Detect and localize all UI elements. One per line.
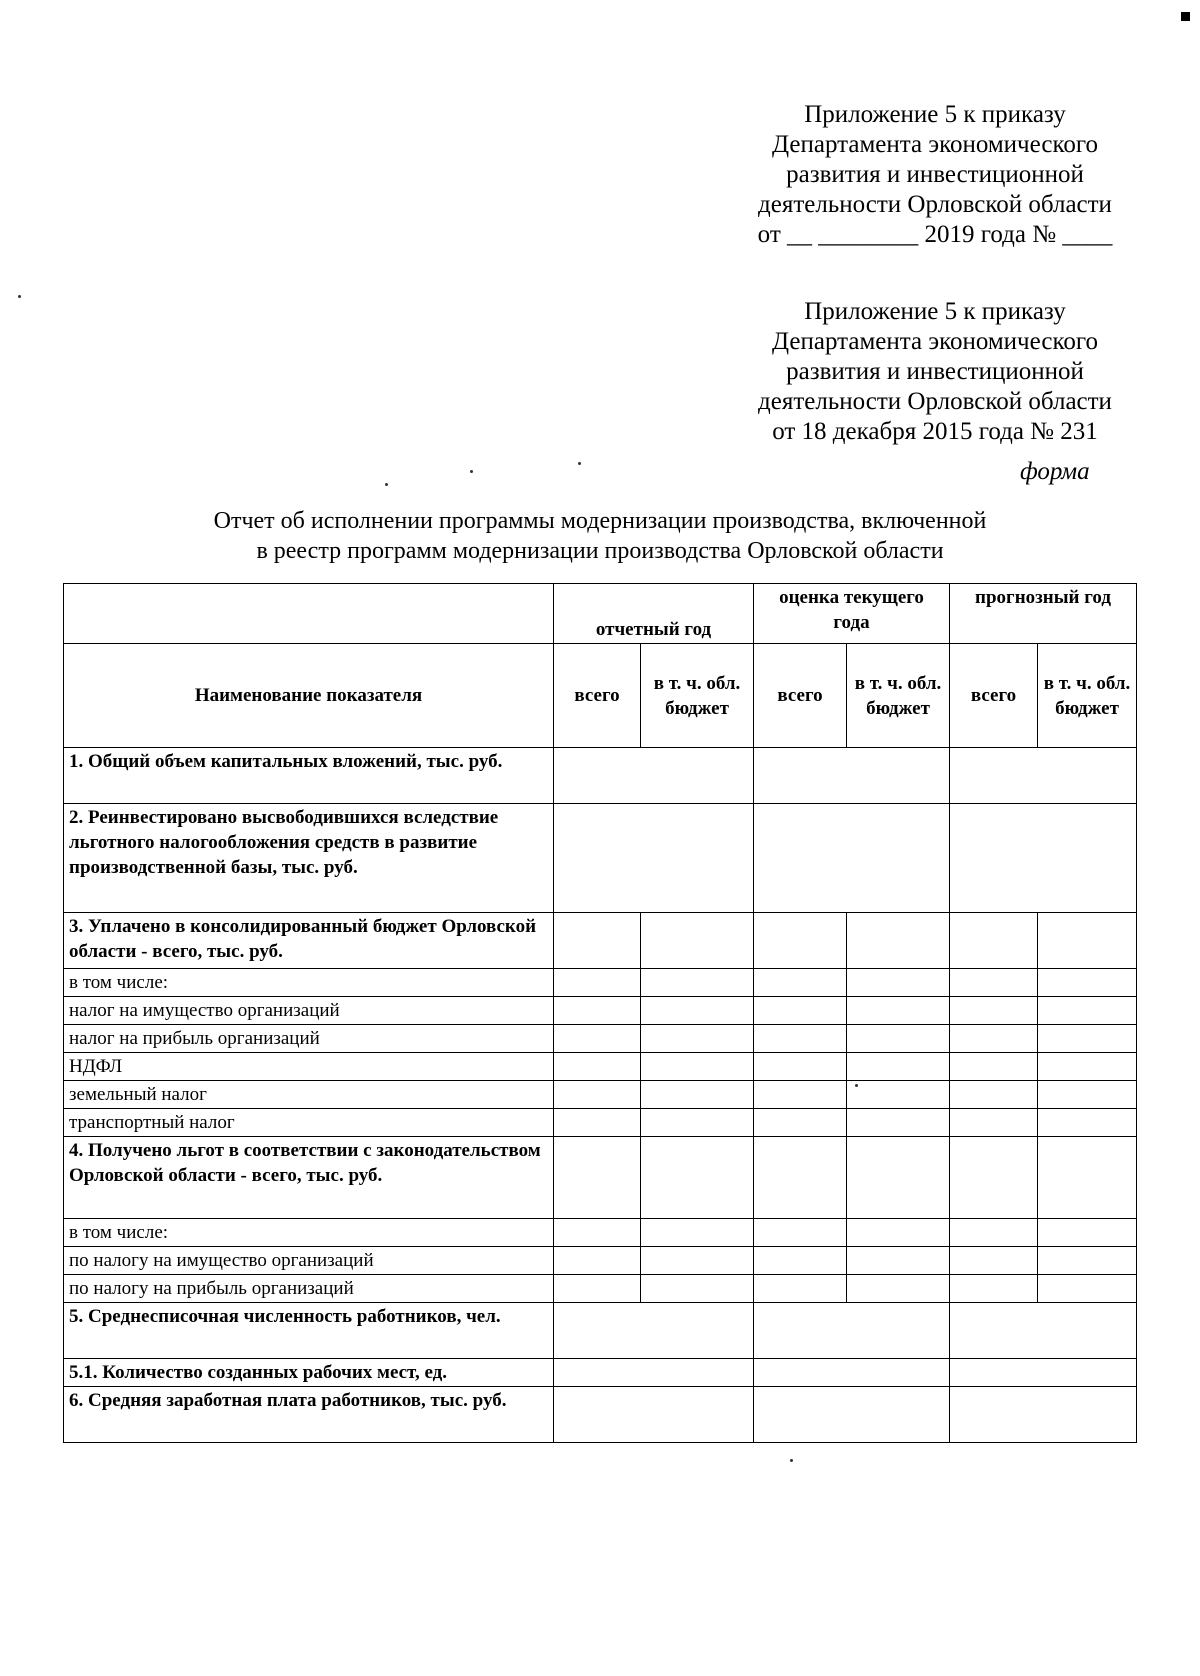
table-row [64,1053,1137,1081]
value-cell [641,1025,754,1053]
table-row [64,1387,1137,1443]
value-cell [754,1219,847,1247]
value-cell [1038,1081,1137,1109]
table-row [64,997,1137,1025]
value-cell [1038,997,1137,1025]
table-row [64,1247,1137,1275]
table-row [64,1137,1137,1219]
value-cell [754,1025,847,1053]
report-table [63,583,1137,1443]
value-cell [847,1109,950,1137]
value-cell [1038,1025,1137,1053]
value-cell [641,1219,754,1247]
header-group-forecast-year: прогнозный год [950,584,1137,644]
value-cell [1038,913,1137,969]
value-cell [1038,1247,1137,1275]
value-cell [950,1025,1038,1053]
value-cell [641,1247,754,1275]
value-cell [754,1303,950,1359]
value-cell [847,913,950,969]
value-cell [1038,1109,1137,1137]
row-label: 1. Общий объем капитальных вложений, тыс. руб. [64,748,554,804]
value-cell [554,1303,754,1359]
value-cell [1038,1219,1137,1247]
scan-speck [385,483,388,486]
value-cell [847,1053,950,1081]
value-cell [754,1053,847,1081]
stamp-line: Департамента экономического [772,328,1098,355]
row-label: НДФЛ [64,1053,554,1081]
header-indicator-name: Наименование показателя [64,644,554,748]
value-cell [641,913,754,969]
header-total: всего [754,644,847,748]
value-cell [641,1275,754,1303]
table-row [64,1275,1137,1303]
value-cell [754,1387,950,1443]
value-cell [1038,1053,1137,1081]
row-label: по налогу на имущество организаций [64,1247,554,1275]
document-title [60,506,1140,566]
row-label: в том числе: [64,969,554,997]
value-cell [554,913,641,969]
table-row [64,1219,1137,1247]
value-cell [754,1275,847,1303]
value-cell [554,1025,641,1053]
value-cell [641,1137,754,1219]
value-cell [950,997,1038,1025]
header-row-groups [64,584,1137,644]
value-cell [554,1275,641,1303]
row-label: 5.1. Количество созданных рабочих мест, ед. [64,1359,554,1387]
value-cell [847,1137,950,1219]
title-line-1: Отчет об исполнении программы модернизации производства, включенной [213,508,987,534]
row-label: в том числе: [64,1219,554,1247]
table-row [64,1081,1137,1109]
header-empty-cell [64,584,554,644]
stamp-line: развития и инвестиционной [786,161,1084,188]
value-cell [754,969,847,997]
value-cell [847,1275,950,1303]
form-label: форма [1020,458,1090,485]
stamp-line: развития и инвестиционной [786,358,1084,385]
value-cell [754,1109,847,1137]
row-label: 5. Среднесписочная численность работников, чел. [64,1303,554,1359]
header-budget: в т. ч. обл. бюджет [1038,644,1137,748]
header-budget: в т. ч. обл. бюджет [641,644,754,748]
row-label: 2. Реинвестировано высвободившихся вследствие льготного налогообложения средств в развитие производственной базы, тыс. руб. [64,804,554,913]
value-cell [554,1359,754,1387]
value-cell [950,1081,1038,1109]
row-label: по налогу на прибыль организаций [64,1275,554,1303]
row-label: 6. Средняя заработная плата работников, тыс. руб. [64,1387,554,1443]
value-cell [754,1081,847,1109]
table-row [64,1359,1137,1387]
row-label: транспортный налог [64,1109,554,1137]
value-cell [754,748,950,804]
scan-speck [578,462,581,465]
value-cell [847,1081,950,1109]
table-row [64,1025,1137,1053]
value-cell [641,997,754,1025]
header-row-subcolumns [64,644,1137,748]
value-cell [1038,969,1137,997]
value-cell [754,1247,847,1275]
value-cell [554,969,641,997]
row-label: 3. Уплачено в консолидированный бюджет Орловской области - всего, тыс. руб. [64,913,554,969]
value-cell [847,1025,950,1053]
value-cell [754,913,847,969]
value-cell [641,1081,754,1109]
header-total: всего [554,644,641,748]
value-cell [1038,1137,1137,1219]
approval-stamp-original [720,297,1150,447]
value-cell [554,1053,641,1081]
value-cell [554,1219,641,1247]
title-line-2: в реестр программ модернизации производства Орловской области [256,538,944,564]
row-label: 4. Получено льгот в соответствии с законодательством Орловской области - всего, тыс. руб. [64,1137,554,1219]
value-cell [950,969,1038,997]
table-row [64,969,1137,997]
stamp-line: Приложение 5 к приказу [804,101,1066,128]
table-row [64,1109,1137,1137]
value-cell [847,969,950,997]
scan-corner-mark [1181,12,1190,21]
value-cell [950,1137,1038,1219]
value-cell [554,1247,641,1275]
stamp-line: Приложение 5 к приказу [804,298,1066,325]
value-cell [847,997,950,1025]
stamp-line: Департамента экономического [772,131,1098,158]
value-cell [950,1303,1137,1359]
stamp-line: деятельности Орловской области [758,191,1112,218]
value-cell [950,748,1137,804]
row-label: налог на имущество организаций [64,997,554,1025]
scan-speck [18,295,21,298]
value-cell [754,1137,847,1219]
table-row [64,913,1137,969]
value-cell [950,1359,1137,1387]
value-cell [554,1137,641,1219]
value-cell [847,1247,950,1275]
value-cell [554,1109,641,1137]
value-cell [554,748,754,804]
header-budget: в т. ч. обл. бюджет [847,644,950,748]
stamp-line: от 18 декабря 2015 года № 231 [772,418,1098,445]
value-cell [754,997,847,1025]
row-label: налог на прибыль организаций [64,1025,554,1053]
value-cell [1038,1275,1137,1303]
value-cell [950,1275,1038,1303]
value-cell [754,804,950,913]
value-cell [554,804,754,913]
value-cell [754,1359,950,1387]
value-cell [554,1081,641,1109]
value-cell [950,804,1137,913]
value-cell [950,1387,1137,1443]
value-cell [641,969,754,997]
value-cell [950,1053,1038,1081]
value-cell [950,1247,1038,1275]
value-cell [554,997,641,1025]
header-total: всего [950,644,1038,748]
scan-speck [855,1084,858,1087]
table-row [64,804,1137,913]
stamp-line: от __ ________ 2019 года № ____ [757,221,1113,248]
value-cell [554,1387,754,1443]
value-cell [950,913,1038,969]
scan-speck [790,1459,793,1462]
header-group-reporting-year: отчетный год [554,584,754,644]
row-label: земельный налог [64,1081,554,1109]
table-row [64,748,1137,804]
stamp-line: деятельности Орловской области [758,388,1112,415]
value-cell [847,1219,950,1247]
value-cell [950,1109,1038,1137]
value-cell [950,1219,1038,1247]
header-group-current-year: оценка текущего года [754,584,950,644]
approval-stamp-current [720,100,1150,250]
scan-speck [470,470,473,473]
value-cell [641,1109,754,1137]
value-cell [641,1053,754,1081]
table-row [64,1303,1137,1359]
